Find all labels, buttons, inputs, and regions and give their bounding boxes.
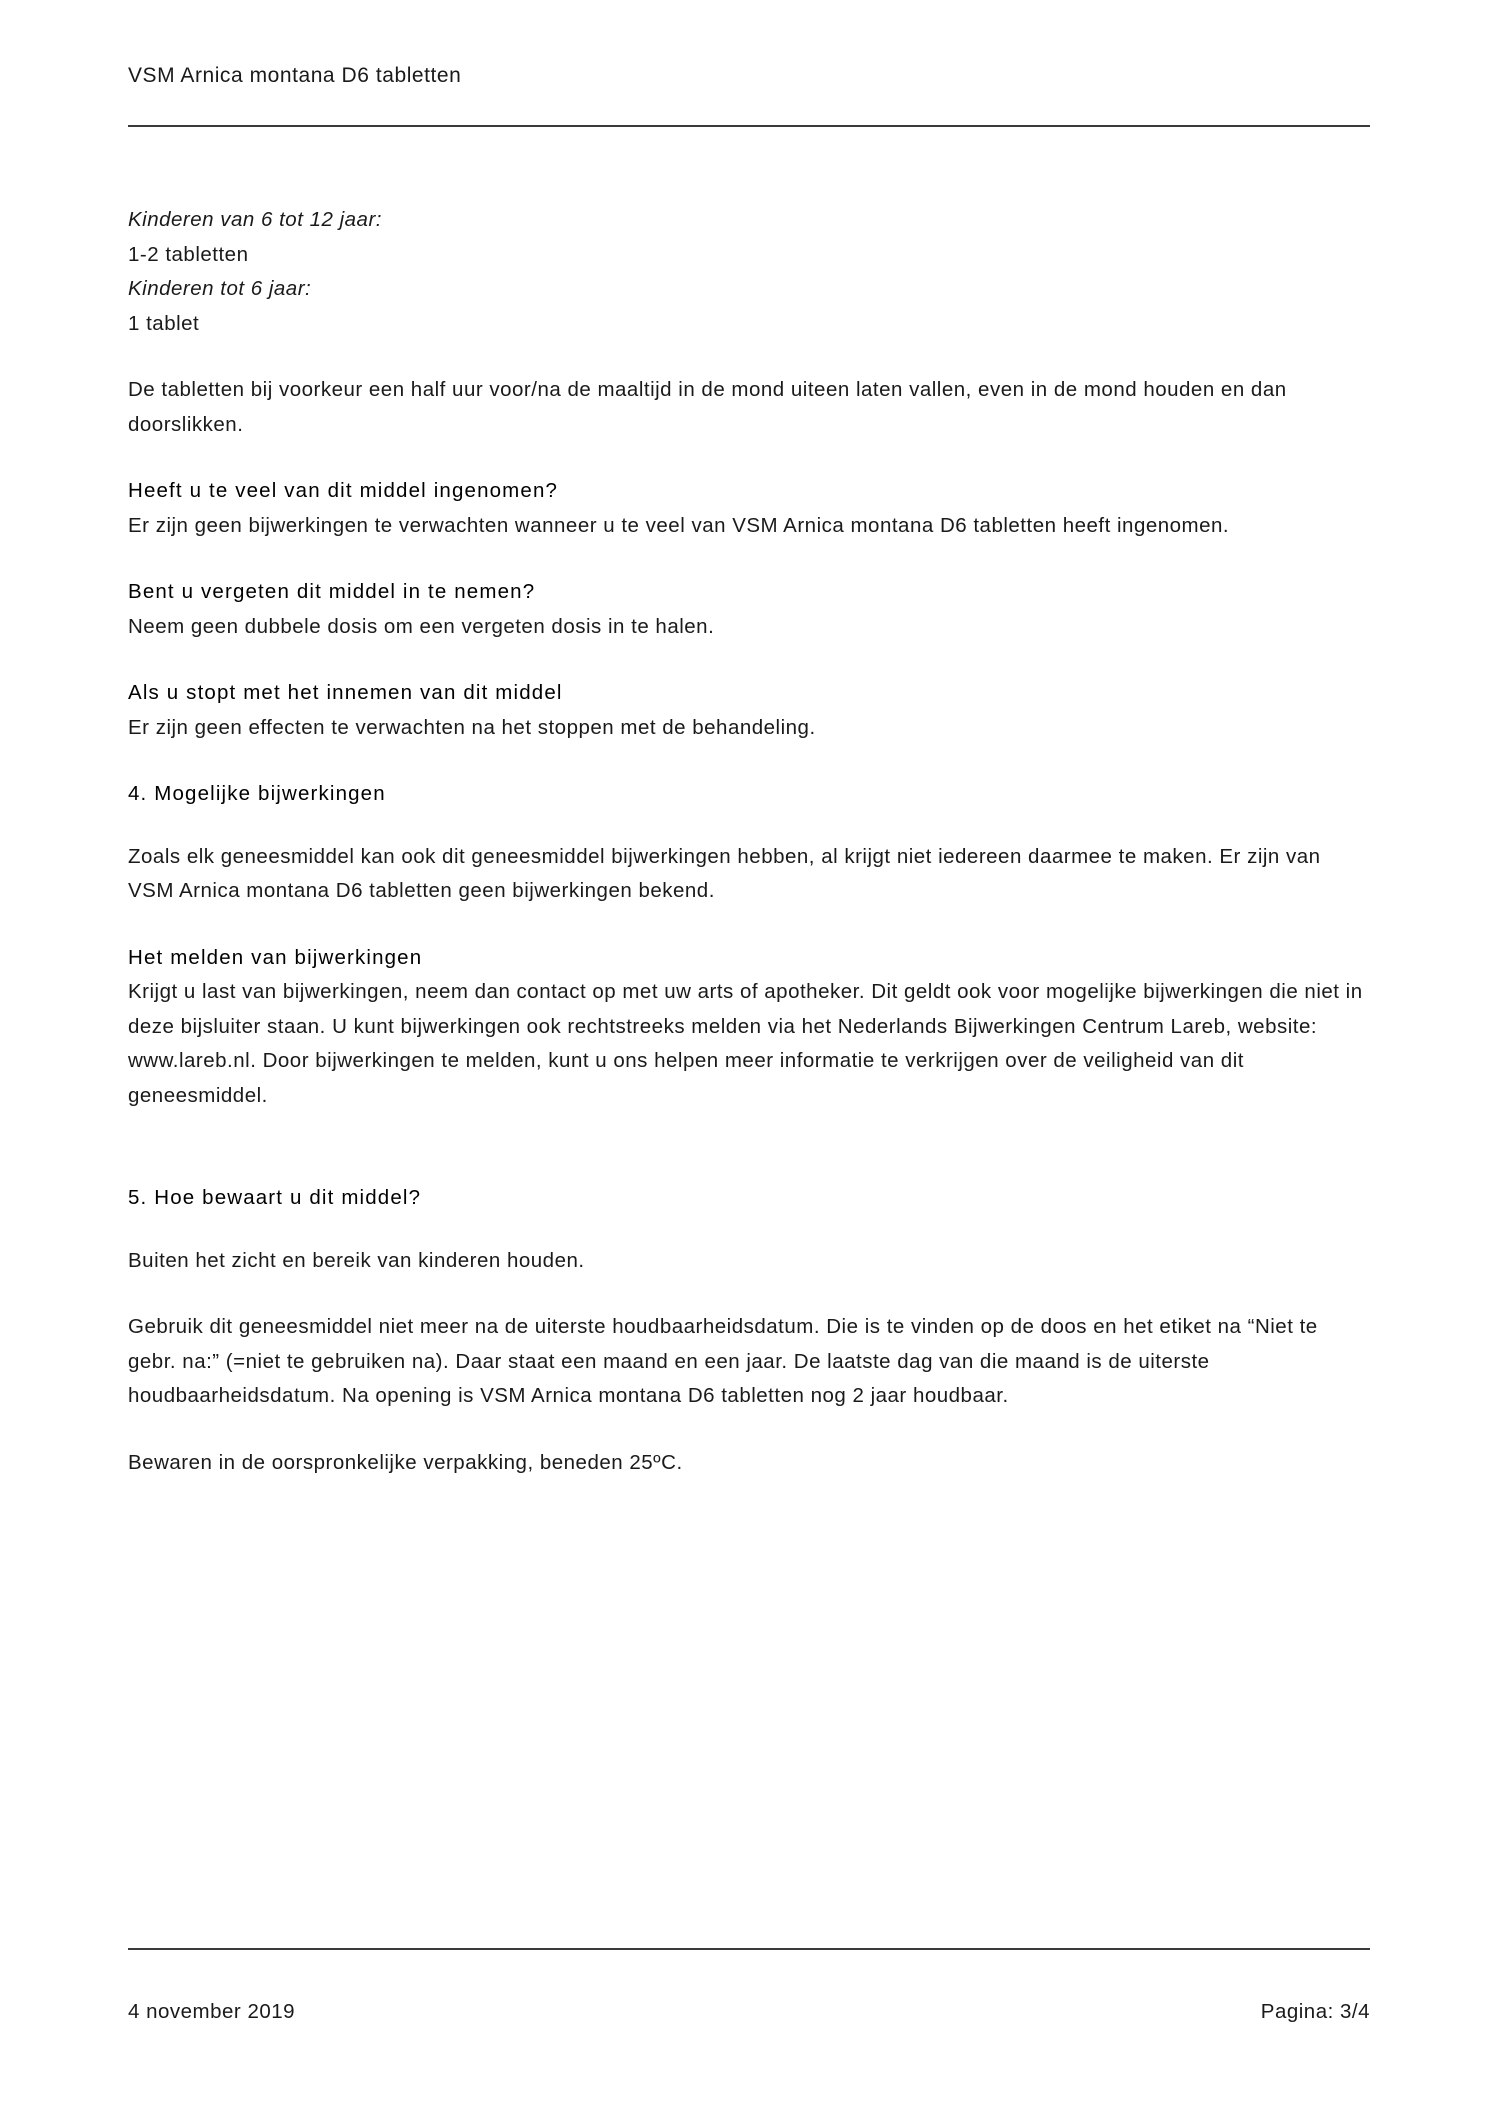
spacer [128,1113,1370,1181]
dosage-children-6-12-value: 1-2 tabletten [128,242,249,266]
spacer [128,909,1370,941]
footer-row [128,2000,1370,2024]
stopping-paragraph: Er zijn geen effecten te verwachten na het stoppen met de behandeling. [128,715,816,739]
header-title: VSM Arnica montana D6 tabletten [128,64,462,87]
spacer [128,745,1370,777]
page-footer [128,1948,1370,2024]
stopping-heading: Als u stopt met het innemen van dit middel [128,681,563,704]
reporting-side-effects-heading: Het melden van bijwerkingen [128,945,423,969]
spacer [128,812,1370,840]
spacer [128,543,1370,575]
section-5-heading: 5. Hoe bewaart u dit middel? [128,1186,422,1209]
storage-packaging-paragraph: Bewaren in de oorspronkelijke verpakking, beneden 25ºC. [128,1450,683,1474]
spacer [128,1278,1370,1310]
spacer [128,644,1370,676]
spacer [128,341,1370,373]
footer-divider [128,1948,1370,1950]
intake-instructions-paragraph: De tabletten bij voorkeur een half uur voor/na de maaltijd in de mond uiteen laten vallen, even in de mond houden en dan doorslikken. [128,378,1287,436]
missed-dose-heading: Bent u vergeten dit middel in te nemen? [128,580,536,603]
expiry-date-paragraph: Gebruik dit geneesmiddel niet meer na de uiterste houdbaarheidsdatum. Die is te vinden op de doos en het etiket na “Niet te gebr. na:” (=niet te gebruiken na). Daar staat een maand en een jaar. De laatste dag van die maand is de uiterste houdbaarheidsdatum. Na opening is VSM Arnica montana D6 tabletten nog 2 jaar houdbaar. [128,1315,1318,1407]
storage-children-paragraph: Buiten het zicht en bereik van kinderen houden. [128,1248,585,1272]
section-4-heading: 4. Mogelijke bijwerkingen [128,782,386,805]
spacer [128,1216,1370,1244]
page-body [128,203,1370,1480]
header-divider [128,125,1370,127]
missed-dose-paragraph: Neem geen dubbele dosis om een vergeten dosis in te halen. [128,614,715,638]
footer-page-number: Pagina: 3/4 [1260,2000,1370,2023]
dosage-children-under-6-label: Kinderen tot 6 jaar: [128,277,312,300]
footer-date: 4 november 2019 [128,2000,296,2023]
page-header [128,62,1370,127]
overdose-paragraph: Er zijn geen bijwerkingen te verwachten wanneer u te veel van VSM Arnica montana D6 tabletten heeft ingenomen. [128,513,1230,537]
spacer [128,442,1370,474]
spacer [128,1414,1370,1446]
reporting-side-effects-paragraph: Krijgt u last van bijwerkingen, neem dan contact op met uw arts of apotheker. Dit geldt ook voor mogelijke bijwerkingen die niet in deze bijsluiter staan. U kunt bijwerkingen ook rechtstreeks melden via het Nederlands Bijwerkingen Centrum Lareb, website: www.lareb.nl. Door bijwerkingen te melden, kunt u ons helpen meer informatie te verkrijgen over de veiligheid van dit geneesmiddel. [128,980,1363,1107]
section-4-paragraph: Zoals elk geneesmiddel kan ook dit geneesmiddel bijwerkingen hebben, al krijgt niet iedereen daarmee te maken. Er zijn van VSM Arnica montana D6 tabletten geen bijwerkingen bekend. [128,844,1321,902]
overdose-heading: Heeft u te veel van dit middel ingenomen? [128,479,559,502]
dosage-children-6-12-label: Kinderen van 6 tot 12 jaar: [128,208,382,231]
dosage-children-under-6-value: 1 tablet [128,311,200,335]
